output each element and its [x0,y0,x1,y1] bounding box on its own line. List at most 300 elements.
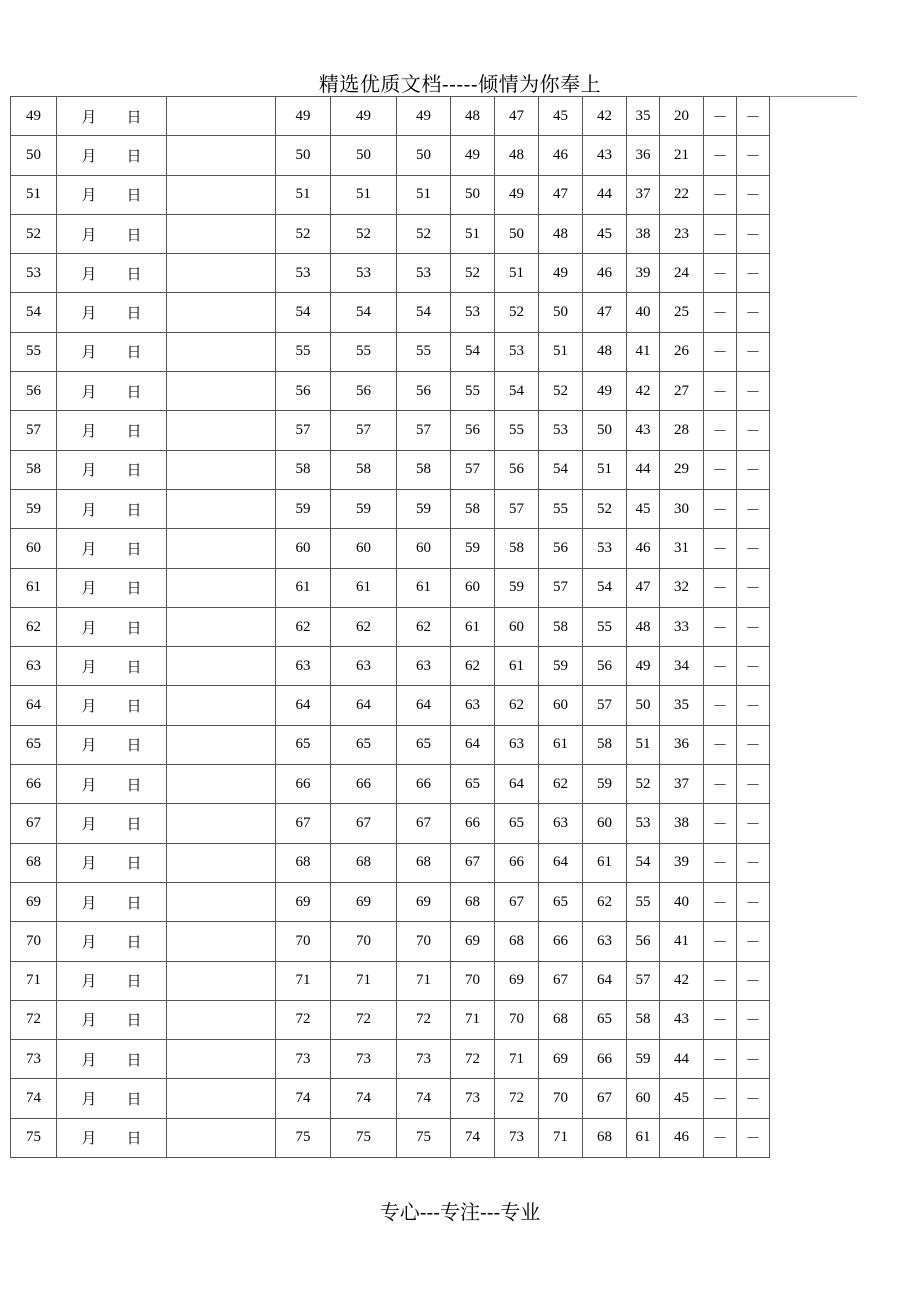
value-cell: 49 [331,97,397,136]
row-number-cell: 71 [11,961,57,1000]
value-cell: 74 [451,1118,495,1157]
date-cell [57,214,167,253]
value-cell: 67 [276,804,331,843]
value-cell: 57 [539,568,583,607]
value-cell: 61 [539,725,583,764]
value-cell: － [704,686,737,725]
value-cell: 46 [627,529,660,568]
row-number-cell: 59 [11,489,57,528]
value-cell: 47 [583,293,627,332]
value-cell: 61 [627,1118,660,1157]
value-cell: 75 [276,1118,331,1157]
date-cell [57,961,167,1000]
value-cell: 74 [331,1079,397,1118]
value-cell: 43 [583,136,627,175]
value-cell: 51 [331,175,397,214]
value-cell: 46 [660,1118,704,1157]
value-cell: 60 [627,1079,660,1118]
value-cell: 68 [495,922,539,961]
value-cell: 40 [627,293,660,332]
day-label: 日 [126,856,142,873]
value-cell: 58 [627,1000,660,1039]
value-cell: 41 [627,332,660,371]
month-label: 月 [81,1092,97,1109]
value-cell: 56 [397,372,451,411]
value-cell: － [737,175,770,214]
blank-cell [167,489,276,528]
value-cell: 61 [331,568,397,607]
value-cell: 67 [451,843,495,882]
table-row [11,765,770,804]
value-cell: 29 [660,450,704,489]
row-number-cell: 70 [11,922,57,961]
blank-cell [167,97,276,136]
value-cell: 50 [331,136,397,175]
value-cell: 36 [627,136,660,175]
value-cell: 51 [495,254,539,293]
day-label: 日 [126,699,142,716]
value-cell: 48 [583,332,627,371]
blank-cell [167,529,276,568]
date-cell [57,332,167,371]
value-cell: － [737,725,770,764]
value-cell: 36 [660,725,704,764]
value-cell: 53 [583,529,627,568]
value-cell: 55 [397,332,451,371]
value-cell: － [704,647,737,686]
value-cell: 58 [276,450,331,489]
value-cell: 59 [451,529,495,568]
month-label: 月 [81,109,97,126]
month-label: 月 [81,777,97,794]
value-cell: 54 [583,568,627,607]
value-cell: 52 [627,765,660,804]
value-cell: － [704,489,737,528]
value-cell: 35 [660,686,704,725]
value-cell: 48 [539,214,583,253]
value-cell: 55 [451,372,495,411]
value-cell: － [737,961,770,1000]
month-label: 月 [81,502,97,519]
value-cell: 39 [660,843,704,882]
value-cell: 65 [331,725,397,764]
value-cell: 45 [627,489,660,528]
month-label: 月 [81,620,97,637]
row-number-cell: 74 [11,1079,57,1118]
value-cell: 64 [539,843,583,882]
value-cell: － [704,332,737,371]
value-cell: 56 [276,372,331,411]
value-cell: 55 [627,882,660,921]
blank-cell [167,725,276,764]
day-label: 日 [126,738,142,755]
value-cell: － [704,411,737,450]
value-cell: － [704,922,737,961]
value-cell: － [704,804,737,843]
date-cell [57,686,167,725]
blank-cell [167,568,276,607]
table-row [11,647,770,686]
value-cell: 51 [276,175,331,214]
value-cell: 52 [397,214,451,253]
value-cell: 46 [539,136,583,175]
value-cell: 56 [583,647,627,686]
value-cell: 68 [397,843,451,882]
date-cell [57,922,167,961]
blank-cell [167,214,276,253]
value-cell: 61 [276,568,331,607]
day-label: 日 [126,1052,142,1069]
value-cell: 48 [451,97,495,136]
value-cell: － [737,372,770,411]
value-cell: － [704,450,737,489]
value-cell: 75 [397,1118,451,1157]
value-cell: 54 [331,293,397,332]
value-cell: 63 [397,647,451,686]
value-cell: 58 [331,450,397,489]
value-cell: 71 [397,961,451,1000]
value-cell: － [704,293,737,332]
table-row [11,961,770,1000]
value-cell: 58 [451,489,495,528]
day-label: 日 [126,581,142,598]
date-cell [57,97,167,136]
value-cell: 49 [495,175,539,214]
value-cell: － [704,372,737,411]
month-label: 月 [81,463,97,480]
value-cell: 65 [539,882,583,921]
value-cell: － [737,529,770,568]
value-cell: － [737,489,770,528]
value-cell: 73 [451,1079,495,1118]
value-cell: － [737,214,770,253]
value-cell: 55 [331,332,397,371]
month-label: 月 [81,541,97,558]
day-label: 日 [126,463,142,480]
row-number-cell: 67 [11,804,57,843]
value-cell: 63 [495,725,539,764]
value-cell: 56 [627,922,660,961]
value-cell: 59 [627,1040,660,1079]
value-cell: 57 [583,686,627,725]
month-label: 月 [81,306,97,323]
value-cell: － [704,136,737,175]
value-cell: 74 [397,1079,451,1118]
value-cell: 63 [331,647,397,686]
value-cell: － [704,1040,737,1079]
month-label: 月 [81,266,97,283]
value-cell: 55 [495,411,539,450]
day-label: 日 [126,1013,142,1030]
blank-cell [167,922,276,961]
value-cell: 69 [539,1040,583,1079]
value-cell: 67 [397,804,451,843]
value-cell: 43 [627,411,660,450]
month-label: 月 [81,934,97,951]
value-cell: 59 [539,647,583,686]
value-cell: 68 [276,843,331,882]
value-cell: 48 [627,607,660,646]
value-cell: － [704,1118,737,1157]
blank-cell [167,843,276,882]
row-number-cell: 62 [11,607,57,646]
value-cell: 67 [539,961,583,1000]
value-cell: 66 [539,922,583,961]
value-cell: 34 [660,647,704,686]
row-number-cell: 58 [11,450,57,489]
row-number-cell: 73 [11,1040,57,1079]
value-cell: 73 [397,1040,451,1079]
row-number-cell: 72 [11,1000,57,1039]
table-row [11,686,770,725]
value-cell: 73 [331,1040,397,1079]
value-cell: － [704,175,737,214]
day-label: 日 [126,384,142,401]
value-cell: 57 [495,489,539,528]
value-cell: 72 [276,1000,331,1039]
data-table [10,96,770,1158]
blank-cell [167,332,276,371]
value-cell: 60 [331,529,397,568]
value-cell: 53 [331,254,397,293]
value-cell: 69 [451,922,495,961]
date-cell [57,607,167,646]
value-cell: 75 [331,1118,397,1157]
date-cell [57,293,167,332]
date-cell [57,254,167,293]
value-cell: － [704,882,737,921]
value-cell: － [737,1000,770,1039]
value-cell: 38 [660,804,704,843]
value-cell: 50 [539,293,583,332]
value-cell: 55 [276,332,331,371]
table-row [11,254,770,293]
value-cell: 45 [539,97,583,136]
month-label: 月 [81,384,97,401]
value-cell: 65 [583,1000,627,1039]
value-cell: 54 [495,372,539,411]
blank-cell [167,607,276,646]
value-cell: 57 [331,411,397,450]
value-cell: － [737,647,770,686]
value-cell: － [704,1079,737,1118]
value-cell: 70 [276,922,331,961]
value-cell: 59 [397,489,451,528]
row-number-cell: 53 [11,254,57,293]
day-label: 日 [126,934,142,951]
value-cell: 66 [583,1040,627,1079]
value-cell: 68 [451,882,495,921]
value-cell: 53 [451,293,495,332]
date-cell [57,372,167,411]
page-header: 精选优质文档-----倾情为你奉上 [318,72,602,96]
value-cell: 63 [583,922,627,961]
day-label: 日 [126,659,142,676]
row-number-cell: 56 [11,372,57,411]
value-cell: 70 [331,922,397,961]
value-cell: 60 [397,529,451,568]
value-cell: 58 [539,607,583,646]
value-cell: 46 [583,254,627,293]
month-label: 月 [81,659,97,676]
value-cell: 70 [539,1079,583,1118]
value-cell: － [737,293,770,332]
value-cell: 35 [627,97,660,136]
value-cell: 50 [451,175,495,214]
month-label: 月 [81,227,97,244]
row-number-cell: 57 [11,411,57,450]
value-cell: 52 [495,293,539,332]
value-cell: 50 [276,136,331,175]
value-cell: 54 [451,332,495,371]
value-cell: 52 [451,254,495,293]
month-label: 月 [81,581,97,598]
date-cell [57,882,167,921]
value-cell: 70 [495,1000,539,1039]
value-cell: 39 [627,254,660,293]
day-label: 日 [126,345,142,362]
row-number-cell: 52 [11,214,57,253]
value-cell: － [704,607,737,646]
value-cell: 48 [495,136,539,175]
value-cell: 69 [276,882,331,921]
day-label: 日 [126,227,142,244]
month-label: 月 [81,856,97,873]
value-cell: 24 [660,254,704,293]
date-cell [57,489,167,528]
day-label: 日 [126,895,142,912]
value-cell: － [737,607,770,646]
value-cell: 56 [539,529,583,568]
date-cell [57,647,167,686]
value-cell: 64 [495,765,539,804]
value-cell: 62 [583,882,627,921]
table-row [11,804,770,843]
value-cell: 62 [397,607,451,646]
row-number-cell: 54 [11,293,57,332]
value-cell: 54 [397,293,451,332]
value-cell: 53 [495,332,539,371]
value-cell: － [737,843,770,882]
month-label: 月 [81,188,97,205]
value-cell: 53 [539,411,583,450]
table-row [11,922,770,961]
table-row [11,568,770,607]
table-row [11,372,770,411]
date-cell [57,1118,167,1157]
value-cell: － [704,254,737,293]
value-cell: 65 [276,725,331,764]
day-label: 日 [126,1092,142,1109]
value-cell: 56 [495,450,539,489]
value-cell: 22 [660,175,704,214]
value-cell: 52 [331,214,397,253]
blank-cell [167,372,276,411]
date-cell [57,804,167,843]
value-cell: 50 [495,214,539,253]
value-cell: 67 [331,804,397,843]
value-cell: 49 [539,254,583,293]
value-cell: 57 [276,411,331,450]
day-label: 日 [126,148,142,165]
month-label: 月 [81,738,97,755]
value-cell: － [737,1079,770,1118]
value-cell: 50 [583,411,627,450]
value-cell: 63 [276,647,331,686]
value-cell: 51 [397,175,451,214]
value-cell: 49 [451,136,495,175]
value-cell: 31 [660,529,704,568]
value-cell: 26 [660,332,704,371]
value-cell: 42 [660,961,704,1000]
value-cell: 47 [495,97,539,136]
month-label: 月 [81,895,97,912]
date-cell [57,568,167,607]
value-cell: 57 [627,961,660,1000]
value-cell: 62 [451,647,495,686]
month-label: 月 [81,148,97,165]
value-cell: 50 [627,686,660,725]
date-cell [57,411,167,450]
value-cell: 59 [583,765,627,804]
value-cell: 53 [627,804,660,843]
value-cell: 40 [660,882,704,921]
value-cell: － [704,765,737,804]
value-cell: 44 [627,450,660,489]
month-label: 月 [81,1013,97,1030]
day-label: 日 [126,502,142,519]
page-footer: 专心---专注---专业 [379,1200,541,1224]
value-cell: － [737,411,770,450]
value-cell: 61 [583,843,627,882]
value-cell: － [737,136,770,175]
value-cell: 47 [539,175,583,214]
date-cell [57,450,167,489]
month-label: 月 [81,1131,97,1148]
value-cell: 58 [397,450,451,489]
value-cell: 33 [660,607,704,646]
day-label: 日 [126,109,142,126]
value-cell: 25 [660,293,704,332]
value-cell: 72 [495,1079,539,1118]
blank-cell [167,882,276,921]
table-row [11,332,770,371]
value-cell: 44 [660,1040,704,1079]
date-cell [57,175,167,214]
value-cell: － [704,97,737,136]
value-cell: 64 [451,725,495,764]
value-cell: 56 [331,372,397,411]
value-cell: 69 [331,882,397,921]
value-cell: 67 [583,1079,627,1118]
value-cell: 56 [451,411,495,450]
value-cell: 37 [660,765,704,804]
value-cell: 30 [660,489,704,528]
value-cell: － [737,568,770,607]
day-label: 日 [126,541,142,558]
table-row [11,214,770,253]
table-row [11,489,770,528]
row-number-cell: 49 [11,97,57,136]
blank-cell [167,647,276,686]
value-cell: 42 [583,97,627,136]
day-label: 日 [126,816,142,833]
value-cell: 66 [331,765,397,804]
value-cell: 71 [495,1040,539,1079]
value-cell: － [737,1040,770,1079]
value-cell: 49 [276,97,331,136]
row-number-cell: 60 [11,529,57,568]
